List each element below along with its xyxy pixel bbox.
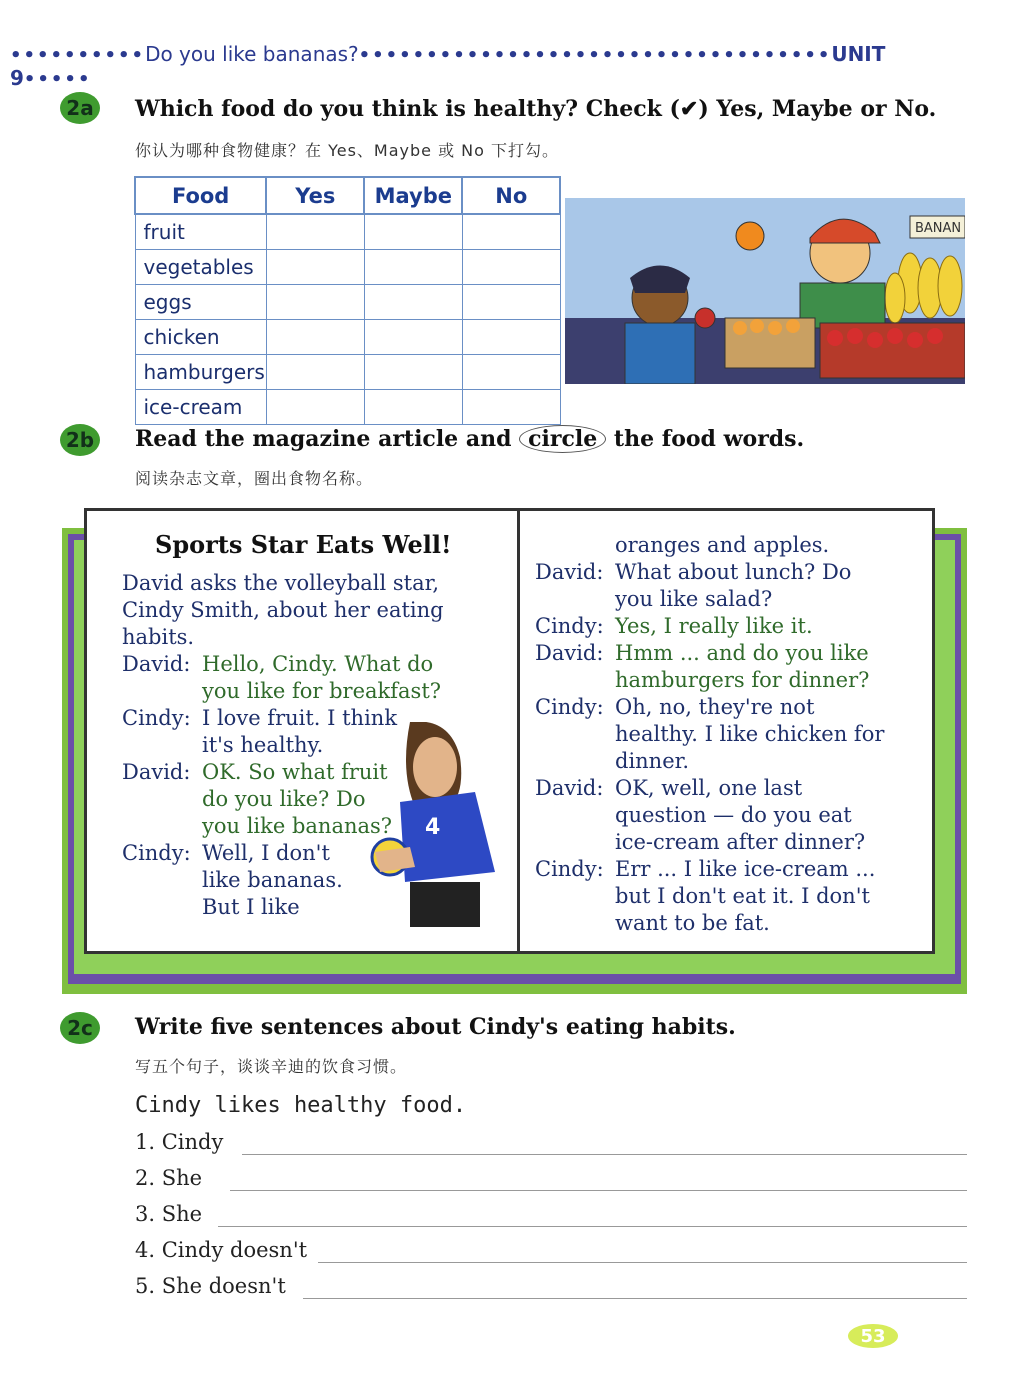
dialogue-line: ice-cream after dinner? — [615, 830, 866, 854]
check-cell[interactable] — [266, 390, 364, 425]
table-header-yes: Yes — [266, 177, 364, 214]
dialogue-line: healthy. I like chicken for — [615, 722, 885, 746]
writing-line[interactable] — [230, 1190, 967, 1191]
dialogue-line: Well, I don't — [202, 841, 330, 865]
table-header-no: No — [462, 177, 560, 214]
header-dots-mid: ••••••••••••••••••••••••••••••••••• — [358, 45, 832, 66]
market-illustration — [565, 198, 965, 384]
writing-line-prompt: 5. She doesn't — [135, 1274, 286, 1298]
dialogue-line: Hello, Cindy. What do — [202, 652, 434, 676]
food-cell: ice-cream — [135, 390, 266, 425]
article-right-dialogue — [535, 532, 915, 937]
check-cell[interactable] — [266, 355, 364, 390]
writing-line-prompt: 3. She — [135, 1202, 203, 1226]
banana-sign-text: BANAN — [915, 221, 962, 236]
writing-line[interactable] — [318, 1262, 967, 1263]
dialogue-line: dinner. — [615, 749, 690, 773]
table-row — [135, 250, 560, 285]
article-intro-line: David asks the volleyball star, — [122, 571, 440, 595]
writing-line[interactable] — [242, 1154, 967, 1155]
food-table — [134, 176, 561, 425]
speaker: Cindy: — [122, 841, 191, 865]
page-header — [10, 42, 950, 90]
writing-line-prompt: 2. She — [135, 1166, 203, 1190]
instruction-2b — [135, 426, 804, 452]
check-cell[interactable] — [462, 390, 560, 425]
instruction-2b-cn: 阅读杂志文章，圈出食物名称。 — [135, 469, 374, 488]
dialogue-line: What about lunch? Do — [615, 560, 852, 584]
food-cell: chicken — [135, 320, 266, 355]
dialogue-line: Err ... I like ice-cream ... — [615, 857, 876, 881]
food-cell: vegetables — [135, 250, 266, 285]
writing-line-prompt: 4. Cindy doesn't — [135, 1238, 308, 1262]
article-intro-line: habits. — [122, 625, 195, 649]
dialogue-line: do you like? Do — [202, 787, 366, 811]
page-number: 53 — [848, 1324, 898, 1348]
header-dots-left: •••••••••• — [10, 45, 146, 66]
dialogue-line: but I don't eat it. I don't — [615, 884, 870, 908]
instruction-2b-circle-word: circle — [519, 425, 606, 453]
dialogue-line: OK, well, one last — [615, 776, 803, 800]
check-cell[interactable] — [266, 214, 364, 250]
header-dots-right: ••••• — [23, 69, 92, 90]
check-cell[interactable] — [462, 320, 560, 355]
check-cell[interactable] — [462, 285, 560, 320]
instruction-2a-cn: 你认为哪种食物健康？在 Yes、Maybe 或 No 下打勾。 — [135, 141, 560, 160]
dialogue-line: hamburgers for dinner? — [615, 668, 870, 692]
table-row — [135, 214, 560, 250]
writing-line[interactable] — [303, 1298, 967, 1299]
dialogue-line: Hmm ... and do you like — [615, 641, 869, 665]
dialogue-line: I love fruit. I think — [202, 706, 398, 730]
instruction-2b-pre: Read the magazine article and — [135, 426, 512, 452]
instruction-2c: Write five sentences about Cindy's eating habits. — [135, 1014, 736, 1040]
dialogue-line: question — do you eat — [615, 803, 852, 827]
dialogue-line: Oh, no, they're not — [615, 695, 815, 719]
table-row — [135, 355, 560, 390]
check-cell[interactable] — [462, 214, 560, 250]
dialogue-line: But I like — [202, 895, 300, 919]
speaker: David: — [535, 560, 604, 584]
check-cell[interactable] — [364, 355, 462, 390]
instruction-2b-post: the food words. — [613, 426, 805, 452]
dialogue-line: it's healthy. — [202, 733, 324, 757]
check-cell[interactable] — [462, 355, 560, 390]
check-cell[interactable] — [364, 250, 462, 285]
dialogue-line: you like for breakfast? — [202, 679, 442, 703]
article-intro — [122, 570, 452, 651]
speaker: Cindy: — [535, 695, 604, 719]
speaker: Cindy: — [535, 614, 604, 638]
example-sentence: Cindy likes healthy food. — [135, 1093, 467, 1118]
check-cell[interactable] — [462, 250, 560, 285]
food-cell: hamburgers — [135, 355, 266, 390]
check-cell[interactable] — [364, 285, 462, 320]
jersey-number: 4 — [425, 815, 441, 840]
check-cell[interactable] — [266, 250, 364, 285]
section-badge-2c: 2c — [60, 1012, 100, 1044]
check-cell[interactable] — [364, 214, 462, 250]
instruction-2a: Which food do you think is healthy? Check (✔) Yes, Maybe or No. — [135, 96, 937, 122]
dialogue-line: you like salad? — [615, 587, 773, 611]
table-header-food: Food — [135, 177, 266, 214]
speaker: David: — [535, 776, 604, 800]
dialogue-line: want to be fat. — [615, 911, 770, 935]
speaker: David: — [535, 641, 604, 665]
dialogue-line: OK. So what fruit — [202, 760, 388, 784]
speaker: Cindy: — [535, 857, 604, 881]
table-row — [135, 320, 560, 355]
dialogue-line: oranges and apples. — [615, 533, 830, 557]
table-row — [135, 285, 560, 320]
check-cell[interactable] — [266, 320, 364, 355]
check-cell[interactable] — [364, 320, 462, 355]
writing-line-prompt: 1. Cindy — [135, 1130, 224, 1154]
table-header-maybe: Maybe — [364, 177, 462, 214]
article-intro-line: Cindy Smith, about her eating — [122, 598, 444, 622]
volleyball-player-photo — [355, 722, 510, 932]
speaker: David: — [122, 760, 191, 784]
writing-line[interactable] — [218, 1226, 967, 1227]
dialogue-line: you like bananas? — [202, 814, 393, 838]
instruction-2c-cn: 写五个句子，谈谈辛迪的饮食习惯。 — [135, 1057, 408, 1076]
dialogue-line: like bananas. — [202, 868, 343, 892]
table-row — [135, 390, 560, 425]
header-unit: UNIT 9 — [10, 42, 886, 90]
section-badge-2a: 2a — [60, 92, 100, 124]
food-cell: fruit — [135, 214, 266, 250]
dialogue-line: Yes, I really like it. — [615, 614, 813, 638]
food-cell: eggs — [135, 285, 266, 320]
speaker: Cindy: — [122, 706, 191, 730]
check-cell[interactable] — [364, 390, 462, 425]
speaker: David: — [122, 652, 191, 676]
check-cell[interactable] — [266, 285, 364, 320]
header-title: Do you like bananas? — [145, 42, 359, 66]
article-title: Sports Star Eats Well! — [155, 530, 452, 559]
section-badge-2b: 2b — [60, 424, 100, 456]
